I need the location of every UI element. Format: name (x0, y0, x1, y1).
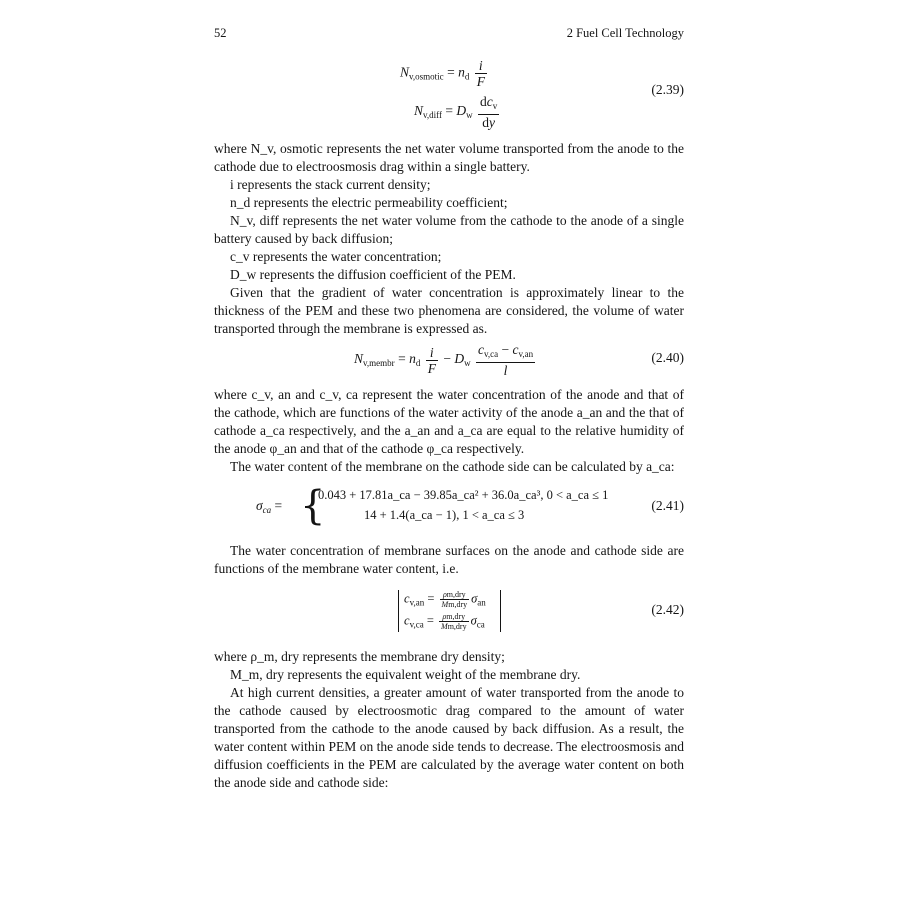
equation-2-39 (214, 52, 684, 132)
paragraph: At high current densities, a greater amount of water transported from the anode to the cathode caused by electroosmotic drag compared to the amount of water transported from the cathode to the anode caused by back diffusion. As a result, the water content within PEM on the anode side tends to decrease. The electroosmosis and diffusion coefficients in the PEM are calculated by the average water content on both the anode side and cathode side: (214, 685, 684, 790)
equation-2-40 (214, 338, 684, 378)
paragraph: D_w represents the diffusion coefficient of the PEM. (230, 267, 516, 282)
equation-2-41 (214, 484, 684, 530)
paragraph: where c_v, an and c_v, ca represent the water concentration of the anode and that of the cathode, which are functions of the water activity of the anode a_an and the that of cathode a_ca respectively, and the a_an and a_ca are equal to the relative humidity of the anode φ_an and that of the cathode φ_ca respectively. (214, 387, 684, 456)
equation-2-42 (214, 588, 684, 636)
eq-case-2: 14 + 1.4(a_ca − 1), 1 < a_ca ≤ 3 (364, 508, 525, 522)
paragraph-block-3 (214, 542, 684, 578)
paragraph: where N_v, osmotic represents the net water volume transported from the anode to the cathode due to electroosmosis drag within a single battery. (214, 141, 684, 174)
equation-number: (2.41) (651, 498, 684, 513)
eq-membrane: $N_{v,membr} = n_d$ $\frac{i}{F}$ − $D_w$ $\frac{c_{v,ca} - c_{v,an}}{l}$ (354, 342, 534, 378)
eq-diff: $N_{v,diff} = D_w$ $\frac{dc_v}{dy}$ (414, 94, 498, 130)
eq-case-1: 0.043 + 17.81a_ca − 39.85a_ca² + 36.0a_ca³, 0 < a_ca ≤ 1 (318, 488, 609, 502)
paragraph: c_v represents the water concentration; (230, 249, 442, 264)
paragraph: M_m, dry represents the equivalent weight of the membrane dry. (230, 667, 581, 682)
paragraph-block-1 (214, 140, 684, 338)
paragraph: N_v, diff represents the net water volume from the cathode to the anode of a single battery caused by back diffusion; (214, 213, 684, 246)
paragraph: The water content of the membrane on the cathode side can be calculated by a_ca: (230, 459, 675, 474)
paragraph-block-2 (214, 386, 684, 476)
chapter-title: 2 Fuel Cell Technology (566, 26, 684, 40)
equation-number: (2.39) (651, 82, 684, 97)
eq-cv-ca: $c_{v,ca}$ = $\frac{\text{ρm,dry}}{\text{Mm,dry}}$ $\sigma_{ca}$ (404, 612, 485, 631)
eq-sigma-lhs: $\sigma_{ca}$ = (256, 498, 283, 515)
eq-osmotic: $N_{v,osmotic} = n_d$ $\frac{i}{F}$ (400, 58, 485, 89)
paragraph: n_d represents the electric permeability coefficient; (230, 195, 508, 210)
equation-number: (2.40) (651, 350, 684, 365)
paragraph: i represents the stack current density; (230, 177, 431, 192)
paragraph: Given that the gradient of water concentration is approximately linear to the thickness of the PEM and these two phenomena are considered, the volume of water transported through the membrane is expressed as. (214, 285, 684, 336)
paragraph: The water concentration of membrane surfaces on the anode and cathode side are functions of the membrane water content, i.e. (214, 543, 684, 576)
right-bar (500, 590, 501, 632)
eq-cv-an: $c_{v,an}$ = $\frac{\text{ρm,dry}}{\text{Mm,dry}}$ $\sigma_{an}$ (404, 590, 486, 609)
left-brace: { (300, 483, 326, 529)
left-bar (398, 590, 399, 632)
equation-number: (2.42) (651, 602, 684, 617)
page-number: 52 (214, 26, 227, 40)
paragraph: where ρ_m, dry represents the membrane dry density; (214, 649, 505, 664)
paragraph-block-4 (214, 648, 684, 792)
